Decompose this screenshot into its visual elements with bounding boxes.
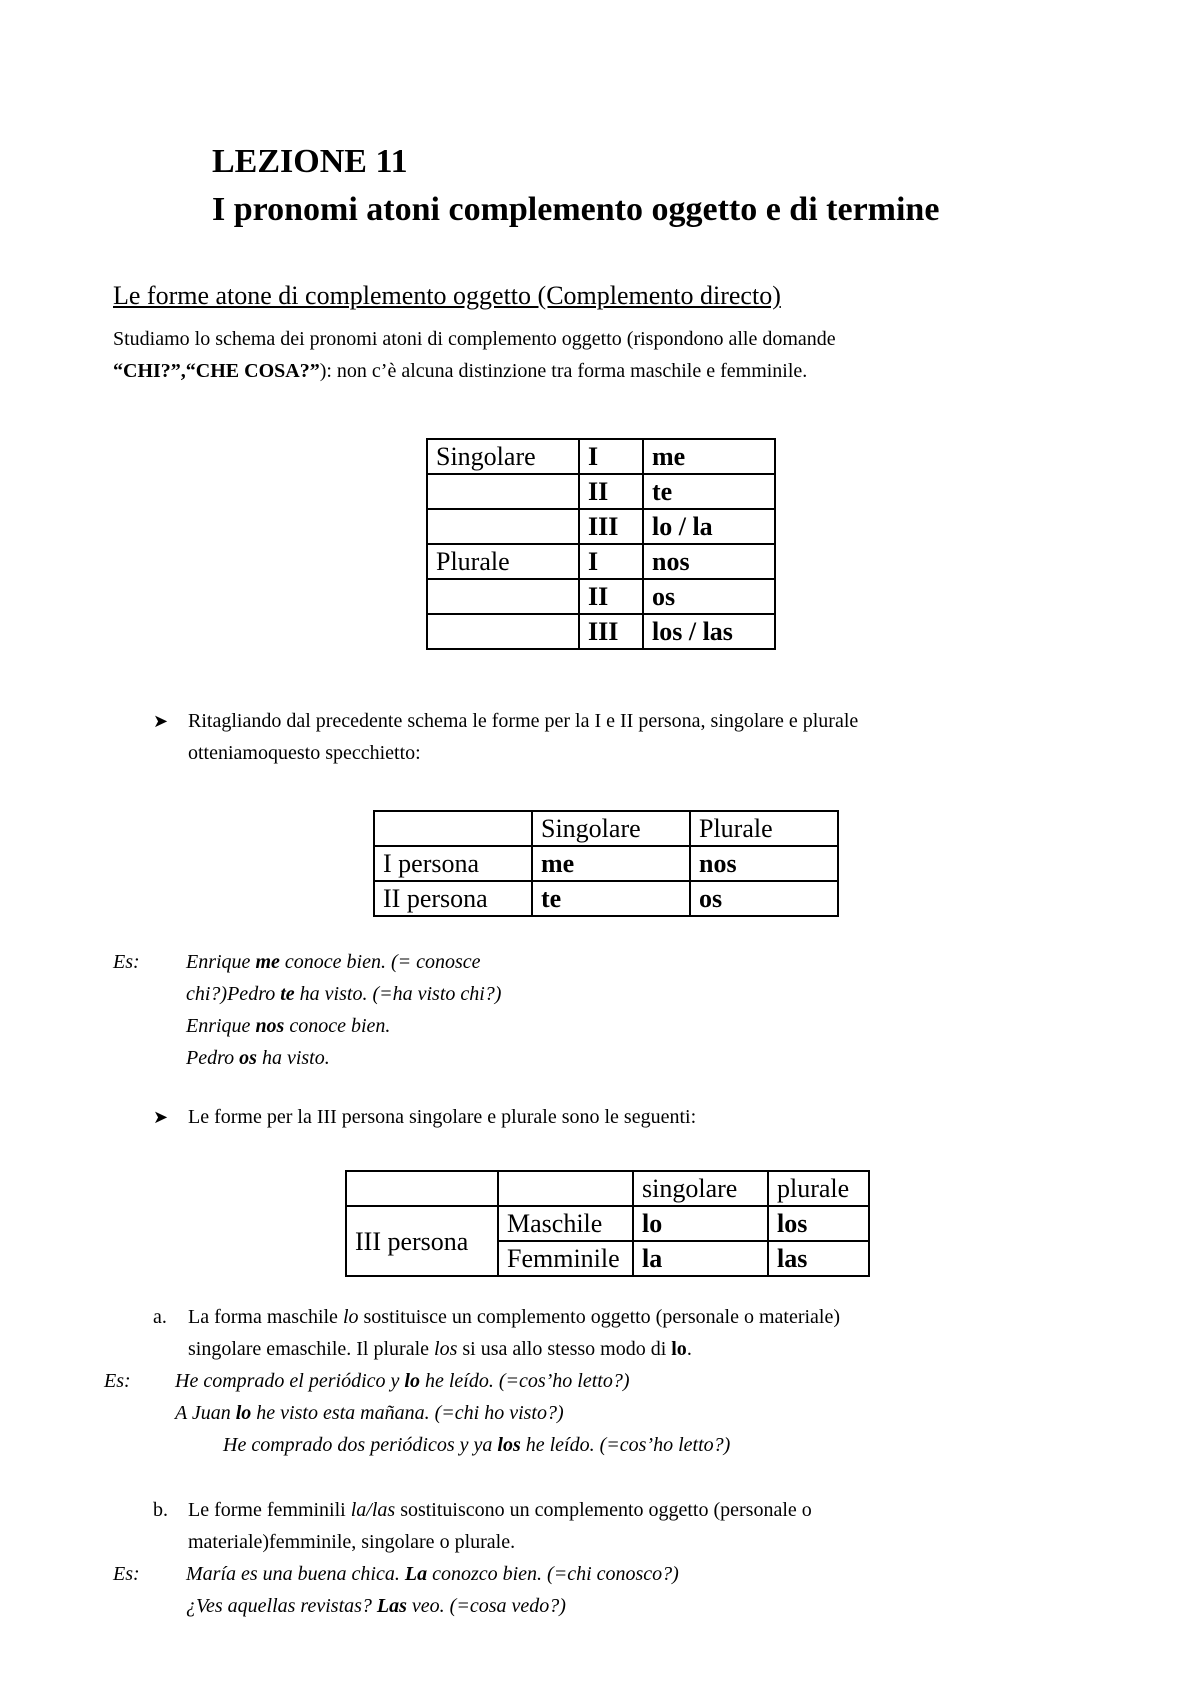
form-cell: os bbox=[643, 579, 775, 614]
table-row bbox=[427, 614, 775, 649]
person-cell: II persona bbox=[374, 881, 532, 916]
table-row bbox=[427, 509, 775, 544]
item-a-marker: a. bbox=[153, 1306, 167, 1328]
form-cell: os bbox=[690, 881, 838, 916]
example-label: Es: bbox=[113, 951, 140, 973]
example-line: Enrique me conoce bien. (= conosce bbox=[186, 951, 481, 973]
table-header-row bbox=[374, 811, 838, 846]
header-cell: Singolare bbox=[532, 811, 690, 846]
group-cell bbox=[427, 509, 579, 544]
form-cell: me bbox=[532, 846, 690, 881]
form-cell: nos bbox=[690, 846, 838, 881]
table-row bbox=[427, 474, 775, 509]
form-cell: me bbox=[643, 439, 775, 474]
group-cell: Singolare bbox=[427, 439, 579, 474]
person-cell: I bbox=[579, 544, 643, 579]
form-cell: lo / la bbox=[643, 509, 775, 544]
table-header-row bbox=[346, 1171, 869, 1206]
group-cell bbox=[427, 579, 579, 614]
intro-line-2 bbox=[113, 355, 807, 387]
arrow-bullet-icon: ➤ bbox=[153, 711, 169, 732]
item-b-line-2: materiale)femminile, singolare o plurale. bbox=[188, 1531, 516, 1553]
form-cell: los / las bbox=[643, 614, 775, 649]
form-cell: la bbox=[633, 1241, 768, 1276]
person-cell: II bbox=[579, 474, 643, 509]
example-line: Pedro os ha visto. bbox=[186, 1047, 330, 1069]
person-cell: I persona bbox=[374, 846, 532, 881]
example-line: A Juan lo he visto esta mañana. (=chi ho visto?) bbox=[175, 1402, 564, 1424]
item-a-line-2: singolare emaschile. Il plurale los si usa allo stesso modo di lo. bbox=[188, 1338, 692, 1360]
example-line: Enrique nos conoce bien. bbox=[186, 1015, 391, 1037]
header-cell bbox=[346, 1171, 498, 1206]
form-cell: lo bbox=[633, 1206, 768, 1241]
item-a-line-1: La forma maschile lo sostituisce un complemento oggetto (personale o materiale) bbox=[188, 1306, 841, 1328]
example-line: He comprado el periódico y lo he leído. (=cos’ho letto?) bbox=[175, 1370, 630, 1392]
pronoun-table bbox=[426, 438, 776, 650]
bullet-1-line-2: otteniamoquesto specchietto: bbox=[188, 742, 421, 764]
form-cell: nos bbox=[643, 544, 775, 579]
form-cell: los bbox=[768, 1206, 869, 1241]
person-cell: III bbox=[579, 614, 643, 649]
item-b-line-1: Le forme femminili la/las sostituiscono un complemento oggetto (personale o bbox=[188, 1499, 812, 1521]
table-row bbox=[346, 1206, 869, 1241]
form-cell: te bbox=[643, 474, 775, 509]
header-cell bbox=[498, 1171, 633, 1206]
example-label: Es: bbox=[113, 1563, 140, 1585]
group-cell bbox=[427, 614, 579, 649]
example-line: chi?)Pedro te ha visto. (=ha visto chi?) bbox=[186, 983, 502, 1005]
question-words: “CHI?”,“CHE COSA?” bbox=[113, 360, 320, 382]
intro-line-1: Studiamo lo schema dei pronomi atoni di complemento oggetto (rispondono alle domande bbox=[113, 328, 836, 350]
table-row bbox=[427, 579, 775, 614]
table-row bbox=[374, 846, 838, 881]
example-line: ¿Ves aquellas revistas? Las veo. (=cosa vedo?) bbox=[186, 1595, 566, 1617]
item-b-marker: b. bbox=[153, 1499, 168, 1521]
gender-cell: Femminile bbox=[498, 1241, 633, 1276]
example-label: Es: bbox=[104, 1370, 131, 1392]
header-cell: Plurale bbox=[690, 811, 838, 846]
form-cell: las bbox=[768, 1241, 869, 1276]
example-line: He comprado dos periódicos y ya los he leído. (=cos’ho letto?) bbox=[223, 1434, 731, 1456]
table-row bbox=[374, 881, 838, 916]
intro-rest: ): non c’è alcuna distinzione tra forma maschile e femminile. bbox=[319, 360, 808, 382]
section-heading: Le forme atone di complemento oggetto (Complemento directo) bbox=[113, 281, 781, 310]
form-cell: te bbox=[532, 881, 690, 916]
persons-table bbox=[373, 810, 839, 917]
third-person-table bbox=[345, 1170, 870, 1277]
group-cell bbox=[427, 474, 579, 509]
header-cell: plurale bbox=[768, 1171, 869, 1206]
page-title: I pronomi atoni complemento oggetto e di termine bbox=[212, 191, 940, 228]
person-cell: III bbox=[579, 509, 643, 544]
gender-cell: Maschile bbox=[498, 1206, 633, 1241]
group-cell: Plurale bbox=[427, 544, 579, 579]
person-cell: III persona bbox=[346, 1206, 498, 1276]
bullet-1-line-1: Ritagliando dal precedente schema le forme per la I e II persona, singolare e plurale bbox=[188, 710, 859, 732]
bullet-2-text: Le forme per la III persona singolare e plurale sono le seguenti: bbox=[188, 1106, 697, 1128]
table-row bbox=[427, 439, 775, 474]
person-cell: I bbox=[579, 439, 643, 474]
arrow-bullet-icon: ➤ bbox=[153, 1107, 169, 1128]
header-cell bbox=[374, 811, 532, 846]
person-cell: II bbox=[579, 579, 643, 614]
example-line: María es una buena chica. La conozco bien. (=chi conosco?) bbox=[186, 1563, 679, 1585]
table-row bbox=[427, 544, 775, 579]
header-cell: singolare bbox=[633, 1171, 768, 1206]
lesson-label: LEZIONE 11 bbox=[212, 143, 408, 180]
